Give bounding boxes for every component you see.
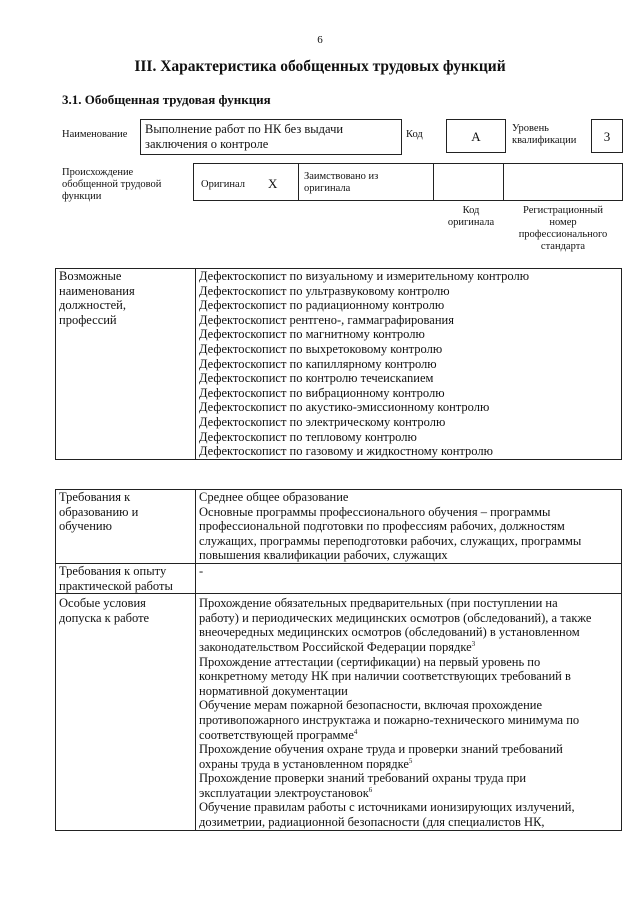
special-condition-line: Прохождение проверки знаний требований охраны труда при	[199, 771, 527, 786]
footnote-ref: 4	[353, 727, 358, 736]
education-line: Среднее общее образование	[199, 490, 349, 504]
special-label-line1: Особые условия	[59, 596, 146, 611]
level-value-box	[591, 119, 623, 153]
position-item: Дефектоскопист по капиллярному контролю	[199, 356, 437, 371]
special-condition-line: Обучение правилам работы с источниками ионизирующих излучений,	[199, 800, 575, 815]
subsection-title: 3.1. Обобщенная трудовая функция	[62, 92, 271, 107]
positions-label-line2: наименования	[59, 283, 135, 298]
original-label: Оригинал	[201, 179, 245, 190]
education-label-line2: образованию и	[59, 504, 139, 519]
special-condition-line: Прохождение аттестации (сертификации) на первый уровень по	[199, 654, 541, 669]
special-condition-line: работу) и периодических медицинских осмотров (обследований), а также	[199, 610, 592, 625]
education-line: Основные программы профессионального обучения – программы	[199, 504, 551, 519]
positions-label	[56, 269, 196, 460]
education-label-line1: Требования к	[59, 490, 131, 504]
position-item: Дефектоскопист рентгено-, гаммаграфирования	[199, 312, 454, 327]
code-label: Код	[406, 129, 423, 140]
borrowed-line2: оригинала	[304, 183, 351, 194]
special-condition-line: конкретному методу НК при наличии соответствующих требований в	[199, 669, 571, 684]
code-value-box	[446, 119, 506, 153]
special-label	[56, 594, 196, 831]
origin-label-line2: обобщенной трудовой	[62, 179, 162, 190]
position-item: Дефектоскопист по газовому и жидкостному контролю	[199, 444, 493, 459]
origin-label-line1: Происхождение	[62, 167, 134, 178]
education-line: служащих, программы переподготовки рабочих, служащих, программы	[199, 533, 582, 548]
experience-label-line2: практической работы	[59, 578, 173, 593]
name-value-line1: Выполнение работ по НК без выдачи	[145, 122, 344, 136]
special-condition-line: Прохождение обязательных предварительных (при поступлении на	[199, 596, 558, 611]
original-mark: X	[268, 176, 278, 191]
special-value	[196, 594, 622, 831]
origin-label	[62, 167, 161, 203]
experience-value: -	[196, 563, 622, 593]
level-value: 3	[603, 129, 611, 144]
reg-caption-line3: профессионального	[518, 229, 608, 240]
code-caption-line1: Код	[462, 205, 480, 216]
section-title: III. Характеристика обобщенных трудовых функций	[134, 58, 506, 75]
positions-label-line3: должностей,	[59, 298, 126, 313]
origin-divider-1	[298, 164, 299, 200]
reg-number-caption	[507, 205, 619, 253]
position-item: Дефектоскопист по выхретоковому контролю	[199, 341, 443, 356]
position-item: Дефектоскопист по радиационному контролю	[199, 298, 445, 313]
positions-list	[196, 269, 622, 460]
positions-table	[55, 268, 622, 460]
footnote-ref: 5	[408, 756, 413, 765]
borrowed-label	[304, 171, 378, 195]
footnote-ref: 3	[471, 639, 476, 648]
education-line: повышения квалификации рабочих, служащих	[199, 548, 448, 563]
origin-divider-2	[433, 164, 434, 200]
positions-label-line1: Возможные	[59, 269, 122, 283]
education-value	[196, 490, 622, 564]
level-label	[512, 123, 576, 147]
page-number: 6	[317, 34, 323, 46]
special-condition-line: Обучение мерам пожарной безопасности, включая прохождение	[199, 698, 542, 713]
special-condition-line: эксплуатации электроустановок$^6$	[199, 785, 373, 800]
special-condition-line: дозиметрии, радиационной безопасности (для специалистов НК,	[199, 815, 545, 830]
reg-caption-line2: номер	[549, 217, 577, 228]
special-condition-line: противопожарного инструктажа и пожарно-технического минимума по	[199, 712, 580, 727]
special-label-line2: допуска к работе	[59, 610, 150, 625]
position-item: Дефектоскопист по вибрационному контролю	[199, 385, 445, 400]
experience-label	[56, 563, 196, 593]
position-item: Дефектоскопист по визуальному и измерительному контролю	[199, 269, 530, 283]
position-item: Дефектоскопист по акустико-эмиссионному контролю	[199, 400, 490, 415]
code-value: А	[471, 129, 481, 144]
footnote-ref: 6	[368, 785, 373, 794]
education-line: профессиональной подготовки по профессиям рабочих, должностям	[199, 519, 565, 534]
name-value-line2: заключения о контроле	[145, 136, 269, 151]
code-original-caption	[435, 205, 507, 229]
experience-label-line1: Требования к опыту	[59, 563, 167, 578]
position-item: Дефектоскопист по электрическому контролю	[199, 414, 446, 429]
position-item: Дефектоскопист по тепловому контролю	[199, 429, 417, 444]
special-condition-line: внеочередных медицинских осмотров (обследований) в установленном	[199, 625, 580, 640]
education-label	[56, 490, 196, 564]
position-item: Дефектоскопист по контролю течеискanием	[199, 371, 434, 386]
origin-divider-3	[503, 164, 504, 200]
code-caption-line2: оригинала	[447, 217, 495, 228]
level-label-line2: квалификации	[512, 135, 577, 146]
position-item: Дефектоскопист по ультразвуковому контролю	[199, 283, 450, 298]
origin-table	[193, 163, 623, 201]
borrowed-line1: Заимствовано из	[304, 171, 379, 182]
special-condition-line: нормативной документации	[199, 683, 348, 698]
name-label: Наименование	[62, 129, 128, 140]
special-condition-line: законодательством Российской Федерации порядке$^3$	[199, 639, 476, 654]
special-condition-line: Прохождение обучения охране труда и проверки знаний требований	[199, 742, 563, 757]
origin-label-line3: функции	[62, 191, 102, 202]
position-item: Дефектоскопист по магнитному контролю	[199, 327, 425, 342]
name-value-box	[140, 119, 402, 155]
special-condition-line: соответствующей программе$^4$	[199, 727, 358, 742]
special-condition-line: охраны труда в установленном порядке$^5$	[199, 756, 413, 771]
requirements-table	[55, 489, 622, 831]
education-label-line3: обучению	[59, 519, 112, 534]
reg-caption-line1: Регистрационный	[523, 205, 603, 216]
level-label-line1: Уровень	[512, 123, 549, 134]
reg-caption-line4: стандарта	[540, 241, 586, 252]
positions-label-line4: профессий	[59, 312, 117, 327]
